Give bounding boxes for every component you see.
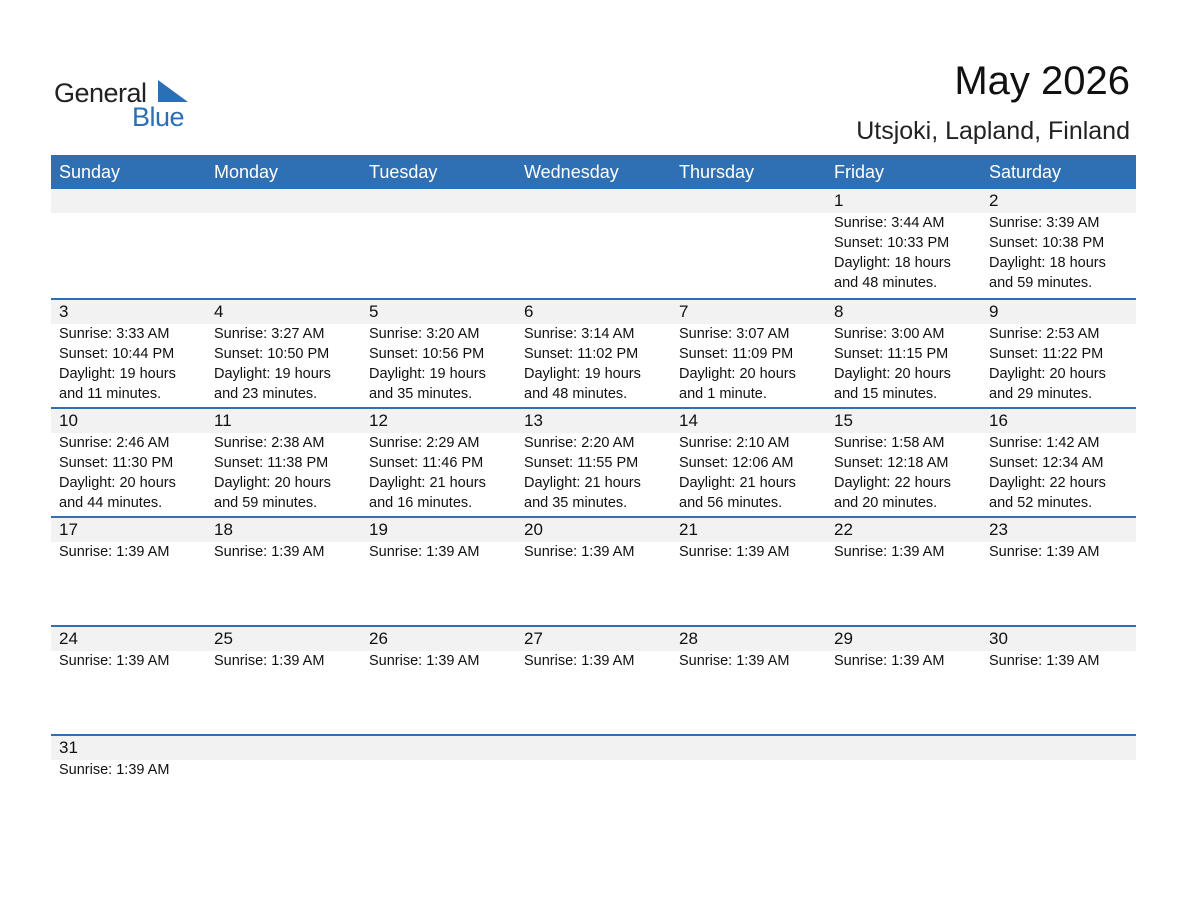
day-info-line: Sunset: 10:38 PM [989, 235, 1105, 251]
day-info-line: Sunset: 11:30 PM [59, 455, 174, 471]
day-cell [206, 189, 361, 293]
calendar-week [51, 407, 1136, 516]
logo-triangle-icon [158, 80, 188, 102]
day-info-line: and 35 minutes. [524, 495, 628, 511]
day-number: 13 [524, 411, 543, 430]
day-info-line: Sunrise: 1:42 AM [989, 435, 1100, 451]
day-number: 6 [524, 302, 534, 321]
logo [54, 78, 204, 134]
day-number [679, 189, 826, 213]
day-cell [826, 518, 981, 562]
day-info-line: and 59 minutes. [214, 495, 318, 511]
day-info-line: Daylight: 21 hours [679, 475, 796, 491]
day-info-line: Daylight: 22 hours [989, 475, 1106, 491]
day-info-line: Daylight: 20 hours [679, 366, 796, 382]
day-number: 17 [59, 520, 78, 539]
day-number: 7 [679, 302, 689, 321]
day-cell [361, 409, 516, 513]
day-info-line: Sunrise: 3:39 AM [989, 215, 1100, 231]
calendar-week [51, 625, 1136, 734]
day-cell [206, 300, 361, 404]
day-number: 18 [214, 520, 233, 539]
day-cell [671, 300, 826, 404]
day-cell [51, 409, 206, 513]
day-number [524, 189, 671, 213]
weekday-friday: Friday [834, 162, 885, 182]
day-number: 26 [369, 629, 388, 648]
day-info-line: and 59 minutes. [989, 275, 1093, 291]
day-info-line: Sunset: 11:55 PM [524, 455, 639, 471]
day-number: 2 [989, 191, 999, 210]
day-info-line: Sunset: 12:06 AM [679, 455, 794, 471]
day-cell [671, 627, 826, 671]
day-info-line: and 11 minutes. [59, 386, 162, 402]
day-info-line: Sunrise: 1:39 AM [524, 544, 635, 560]
day-info-line: Sunset: 10:44 PM [59, 346, 175, 362]
day-info-line: Sunrise: 1:39 AM [834, 653, 945, 669]
day-cell [671, 189, 826, 293]
day-info-line: Sunrise: 1:39 AM [679, 653, 790, 669]
day-info-line: and 23 minutes. [214, 386, 318, 402]
day-info-line: and 35 minutes. [369, 386, 473, 402]
day-info-line: Sunrise: 1:39 AM [214, 544, 325, 560]
day-cell [671, 518, 826, 562]
day-number [214, 189, 361, 213]
day-info-line: Sunrise: 1:39 AM [834, 544, 945, 560]
day-cell [51, 300, 206, 404]
day-info-line: Sunrise: 1:39 AM [989, 544, 1100, 560]
week-days [51, 189, 1136, 293]
day-cell [981, 518, 1136, 562]
day-number: 28 [679, 629, 698, 648]
day-cell [206, 518, 361, 562]
day-info-line: Daylight: 19 hours [369, 366, 486, 382]
day-info-line: Sunset: 11:46 PM [369, 455, 484, 471]
day-info-line: Sunrise: 3:00 AM [834, 326, 945, 342]
weekday-thursday: Thursday [679, 162, 755, 182]
day-number: 16 [989, 411, 1008, 430]
calendar [51, 155, 1136, 843]
day-cell [826, 409, 981, 513]
day-info-line: Sunrise: 1:39 AM [59, 653, 170, 669]
day-cell [671, 409, 826, 513]
day-info-line: and 29 minutes. [989, 386, 1093, 402]
day-cell [516, 189, 671, 293]
day-info-line: Sunset: 11:02 PM [524, 346, 639, 362]
day-number: 20 [524, 520, 543, 539]
day-info-line: Sunset: 11:09 PM [679, 346, 794, 362]
day-number: 11 [214, 411, 232, 430]
day-number: 21 [679, 520, 698, 539]
day-cell [51, 736, 206, 780]
day-info-line: Sunrise: 1:39 AM [369, 544, 480, 560]
day-number: 10 [59, 411, 78, 430]
day-info-line: Sunrise: 3:07 AM [679, 326, 790, 342]
day-info-line: Sunset: 11:15 PM [834, 346, 949, 362]
day-info-line: and 16 minutes. [369, 495, 473, 511]
day-info-line: and 20 minutes. [834, 495, 938, 511]
day-cell [516, 518, 671, 562]
weeks-container [51, 189, 1136, 843]
day-info-line: Daylight: 21 hours [524, 475, 641, 491]
day-info-line: Daylight: 20 hours [59, 475, 176, 491]
calendar-week [51, 734, 1136, 843]
day-number: 5 [369, 302, 379, 321]
week-days [51, 627, 1136, 671]
day-number: 8 [834, 302, 844, 321]
day-info-line: Sunrise: 1:39 AM [989, 653, 1100, 669]
logo-blue-text: Blue [132, 102, 185, 132]
day-number: 31 [59, 738, 78, 757]
weekday-saturday: Saturday [989, 162, 1062, 182]
weekday-monday: Monday [214, 162, 279, 182]
day-cell [516, 300, 671, 404]
day-info-line: Sunrise: 3:44 AM [834, 215, 945, 231]
day-number: 30 [989, 629, 1008, 648]
day-number: 12 [369, 411, 388, 430]
day-number: 19 [369, 520, 388, 539]
day-info-line: Sunset: 10:50 PM [214, 346, 330, 362]
day-info-line: Sunrise: 2:38 AM [214, 435, 325, 451]
day-number: 14 [679, 411, 698, 430]
day-number: 9 [989, 302, 999, 321]
day-info-line: Sunset: 12:34 AM [989, 455, 1104, 471]
day-info-line: Daylight: 19 hours [59, 366, 176, 382]
day-info-line: Sunrise: 2:53 AM [989, 326, 1100, 342]
day-info-line: Sunset: 10:33 PM [834, 235, 950, 251]
day-info-line: Sunrise: 3:20 AM [369, 326, 480, 342]
day-info-line: Sunset: 11:22 PM [989, 346, 1104, 362]
day-info-line: Sunrise: 3:14 AM [524, 326, 635, 342]
weekday-header [51, 155, 1136, 189]
day-number: 23 [989, 520, 1008, 539]
day-cell [361, 300, 516, 404]
weekday-tuesday: Tuesday [369, 162, 438, 182]
day-number: 15 [834, 411, 853, 430]
day-cell [206, 627, 361, 671]
day-number [369, 189, 516, 213]
day-cell [826, 300, 981, 404]
day-cell [981, 627, 1136, 671]
day-number: 1 [834, 191, 844, 210]
location-subtitle: Utsjoki, Lapland, Finland [856, 117, 1130, 145]
day-info-line: Sunrise: 3:33 AM [59, 326, 170, 342]
day-info-line: and 52 minutes. [989, 495, 1093, 511]
calendar-week [51, 298, 1136, 407]
day-number: 27 [524, 629, 543, 648]
day-info-line: Daylight: 19 hours [214, 366, 331, 382]
day-cell [981, 409, 1136, 513]
day-info-line: Sunset: 10:56 PM [369, 346, 485, 362]
day-info-line: Sunset: 12:18 AM [834, 455, 949, 471]
day-info-line: Sunrise: 1:39 AM [369, 653, 480, 669]
day-cell [981, 300, 1136, 404]
day-cell [361, 518, 516, 562]
day-info-line: Sunrise: 1:39 AM [679, 544, 790, 560]
day-info-line: Sunset: 11:38 PM [214, 455, 329, 471]
day-number: 29 [834, 629, 853, 648]
day-cell [206, 409, 361, 513]
week-days [51, 518, 1136, 562]
week-days [51, 300, 1136, 404]
day-info-line: and 1 minute. [679, 386, 767, 402]
day-info-line: Daylight: 19 hours [524, 366, 641, 382]
day-info-line: Sunrise: 1:39 AM [59, 544, 170, 560]
weekday-wednesday: Wednesday [524, 162, 619, 182]
day-info-line: Sunrise: 2:46 AM [59, 435, 170, 451]
day-cell [361, 189, 516, 293]
page-title: May 2026 [954, 59, 1130, 103]
week-days [51, 736, 1136, 780]
day-info-line: and 48 minutes. [834, 275, 938, 291]
day-number: 4 [214, 302, 224, 321]
day-number [59, 189, 206, 213]
day-info-line: Daylight: 20 hours [214, 475, 331, 491]
day-cell [826, 189, 981, 293]
week-days [51, 409, 1136, 513]
day-info-line: Sunrise: 2:10 AM [679, 435, 790, 451]
day-number: 3 [59, 302, 69, 321]
day-cell [981, 189, 1136, 293]
day-info-line: Daylight: 20 hours [989, 366, 1106, 382]
day-cell [516, 627, 671, 671]
day-cell [51, 627, 206, 671]
weekday-sunday: Sunday [59, 162, 121, 182]
day-cell [51, 189, 206, 293]
day-info-line: and 56 minutes. [679, 495, 783, 511]
day-info-line: Sunrise: 1:39 AM [524, 653, 635, 669]
day-info-line: and 15 minutes. [834, 386, 938, 402]
day-info-line: Daylight: 22 hours [834, 475, 951, 491]
day-info-line: Daylight: 20 hours [834, 366, 951, 382]
day-info-line: and 44 minutes. [59, 495, 163, 511]
day-info-line: and 48 minutes. [524, 386, 628, 402]
calendar-week [51, 516, 1136, 625]
logo-general-text: General [54, 78, 147, 108]
day-number: 25 [214, 629, 233, 648]
day-info-line: Daylight: 21 hours [369, 475, 486, 491]
day-cell [516, 409, 671, 513]
day-cell [361, 627, 516, 671]
day-cell [826, 627, 981, 671]
calendar-week [51, 189, 1136, 298]
day-info-line: Sunrise: 2:20 AM [524, 435, 635, 451]
day-info-line: Sunrise: 1:58 AM [834, 435, 945, 451]
day-info-line: Sunrise: 3:27 AM [214, 326, 325, 342]
day-info-line: Daylight: 18 hours [834, 255, 951, 271]
day-info-line: Sunrise: 2:29 AM [369, 435, 480, 451]
day-info-line: Sunrise: 1:39 AM [214, 653, 325, 669]
day-info-line: Daylight: 18 hours [989, 255, 1106, 271]
day-info-line: Sunrise: 1:39 AM [59, 762, 170, 778]
day-number: 22 [834, 520, 853, 539]
day-cell [51, 518, 206, 562]
day-number: 24 [59, 629, 78, 648]
